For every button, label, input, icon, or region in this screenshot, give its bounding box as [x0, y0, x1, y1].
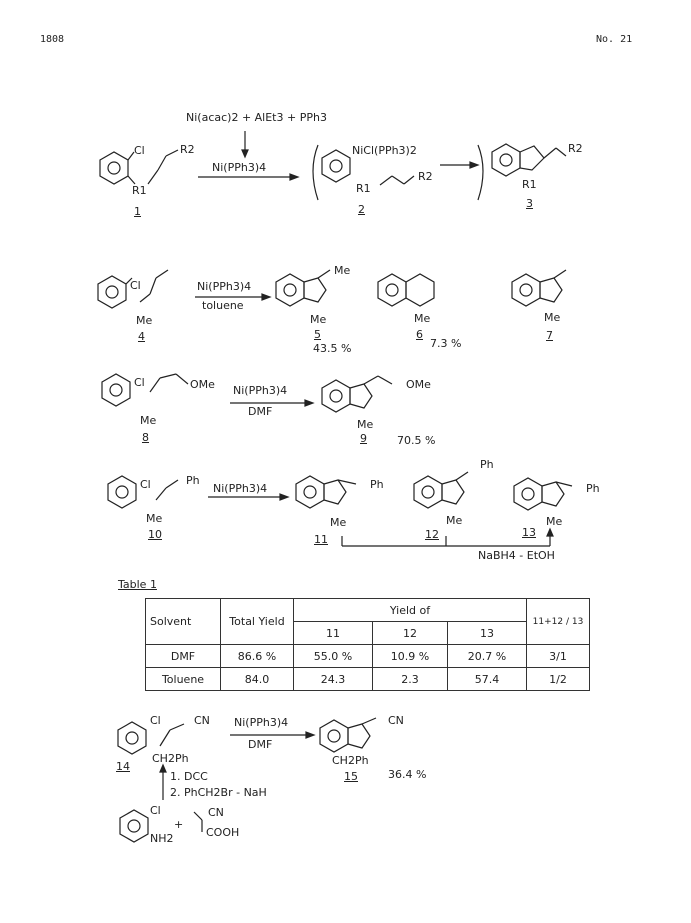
yield-6: 7.3 %: [430, 337, 462, 350]
label-2: 2: [358, 203, 365, 216]
catalyst-source: Ni(acac)2 + AlEt3 + PPh3: [186, 111, 327, 124]
cell-solvent: Toluene: [146, 668, 221, 691]
r1-1: R1: [132, 184, 147, 197]
cell-ratio: 1/2: [527, 668, 590, 691]
cooh-acid: COOH: [206, 826, 240, 839]
issue-number: No. 21: [596, 34, 633, 45]
r2-2: R2: [418, 170, 433, 183]
ph-13: Ph: [586, 482, 600, 495]
r1-3: R1: [522, 178, 537, 191]
ph-11: Ph: [370, 478, 384, 491]
cell-y11: 55.0 %: [294, 645, 373, 668]
me-8: Me: [140, 414, 157, 427]
nh2-aniline: NH2: [150, 832, 174, 845]
r1-2: R1: [356, 182, 371, 195]
r2-3: R2: [568, 142, 583, 155]
header-12: 12: [373, 622, 448, 645]
me-7: Me: [544, 311, 561, 324]
cell-y13: 57.4: [448, 668, 527, 691]
compound-11-structure: [296, 476, 356, 508]
solvent-2: toluene: [202, 299, 244, 312]
label-1: 1: [134, 205, 141, 218]
compound-8-structure: [102, 374, 188, 406]
label-12: 12: [425, 528, 439, 541]
step-1: 1. DCC: [170, 770, 208, 783]
yield-5: 43.5 %: [313, 342, 352, 355]
solvent-5: DMF: [248, 738, 273, 751]
me-4: Me: [136, 314, 153, 327]
yield-table: [145, 598, 590, 691]
table-row: [146, 668, 590, 691]
header-ratio: 11+12 / 13: [527, 599, 590, 645]
r2-1: R2: [180, 143, 195, 156]
table-title: Table 1: [118, 578, 157, 591]
cell-solvent: DMF: [146, 645, 221, 668]
cyanoacrylic-acid-structure: [194, 812, 202, 832]
cell-y11: 24.3: [294, 668, 373, 691]
ch2ph-14: CH2Ph: [152, 752, 189, 765]
me-13: Me: [546, 515, 563, 528]
reagent-4: Ni(PPh3)4: [213, 482, 268, 495]
label-8: 8: [142, 431, 149, 444]
cl-aniline: Cl: [150, 804, 161, 817]
cell-y12: 10.9 %: [373, 645, 448, 668]
me-5: Me: [310, 313, 327, 326]
label-10: 10: [148, 528, 162, 541]
compound-13-structure: [514, 478, 572, 510]
me-6: Me: [414, 312, 431, 325]
cn-15: CN: [388, 714, 404, 727]
cell-total: 84.0: [221, 668, 294, 691]
compound-3-structure: [492, 144, 566, 176]
me-9: Me: [357, 418, 374, 431]
me-12: Me: [446, 514, 463, 527]
compound-5-structure: [276, 270, 330, 306]
compound-12-structure: [414, 472, 468, 508]
me-10: Me: [146, 512, 163, 525]
label-4: 4: [138, 330, 145, 343]
cell-y13: 20.7 %: [448, 645, 527, 668]
compound-9-structure: [322, 376, 392, 412]
cn-acid: CN: [208, 806, 224, 819]
header-solvent: Solvent: [146, 599, 221, 645]
ph-10: Ph: [186, 474, 200, 487]
reagent-2: Ni(PPh3)4: [197, 280, 252, 293]
label-14: 14: [116, 760, 130, 773]
header-11: 11: [294, 622, 373, 645]
ome-9: OMe: [406, 378, 431, 391]
label-5: 5: [314, 328, 321, 341]
compound-6-structure: [378, 274, 434, 306]
cell-y12: 2.3: [373, 668, 448, 691]
header-13: 13: [448, 622, 527, 645]
label-11: 11: [314, 533, 328, 546]
reagent-5: Ni(PPh3)4: [234, 716, 289, 729]
me-5-sub: Me: [334, 264, 351, 277]
cl-4: Cl: [130, 279, 141, 292]
cl-1: Cl: [134, 144, 145, 157]
label-6: 6: [416, 328, 423, 341]
cell-ratio: 3/1: [527, 645, 590, 668]
ch2ph-15: CH2Ph: [332, 754, 369, 767]
step-2: 2. PhCH2Br - NaH: [170, 786, 267, 799]
aniline-structure: [120, 810, 148, 842]
header-total-yield: Total Yield: [221, 599, 294, 645]
cn-14: CN: [194, 714, 210, 727]
header-yield-of: Yield of: [294, 599, 527, 622]
ome-8: OMe: [190, 378, 215, 391]
compound-7-structure: [512, 270, 566, 306]
cl-8: Cl: [134, 376, 145, 389]
label-7: 7: [546, 329, 553, 342]
cl-14: Cl: [150, 714, 161, 727]
reagent-1: Ni(PPh3)4: [212, 161, 267, 174]
complex-ni: NiCl(PPh3)2: [352, 144, 417, 157]
label-9: 9: [360, 432, 367, 445]
me-11: Me: [330, 516, 347, 529]
compound-15-structure: [320, 718, 376, 752]
yield-15: 36.4 %: [388, 768, 427, 781]
cl-10: Cl: [140, 478, 151, 491]
page-number: 1808: [40, 34, 65, 45]
yield-9: 70.5 %: [397, 434, 436, 447]
reduction-reagent: NaBH4 - EtOH: [478, 549, 555, 562]
cell-total: 86.6 %: [221, 645, 294, 668]
label-15: 15: [344, 770, 358, 783]
table-row: [146, 645, 590, 668]
reagent-3: Ni(PPh3)4: [233, 384, 288, 397]
label-3: 3: [526, 197, 533, 210]
solvent-3: DMF: [248, 405, 273, 418]
label-13: 13: [522, 526, 536, 539]
plus-sign: +: [174, 818, 184, 831]
ph-12: Ph: [480, 458, 494, 471]
